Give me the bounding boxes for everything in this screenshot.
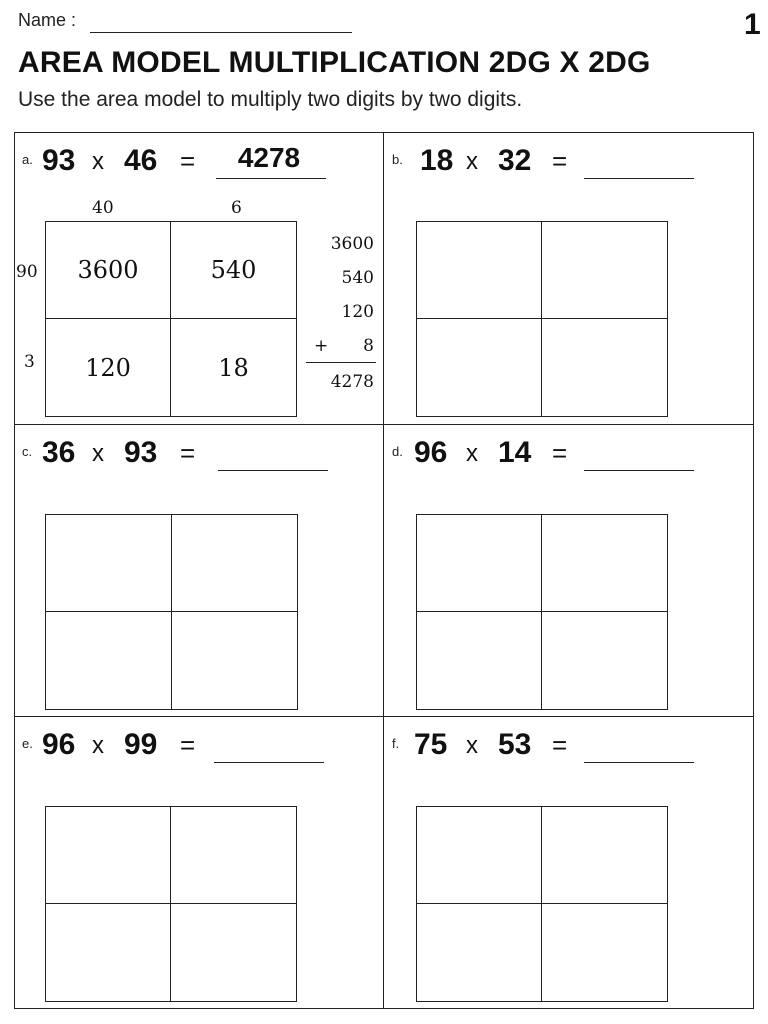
area-cell[interactable] (542, 904, 667, 1001)
area-model-box (416, 221, 668, 417)
equals-sign: = (180, 146, 196, 176)
factor-2: 32 (498, 144, 532, 177)
factor-1: 75 (414, 728, 448, 761)
area-cell[interactable] (417, 319, 542, 416)
factor-1: 96 (414, 436, 448, 469)
partial-product: 120 (341, 302, 374, 322)
area-model-box (45, 221, 297, 417)
problem-letter: e. (22, 736, 33, 751)
equals-sign: = (180, 730, 196, 760)
times-sign: x (466, 148, 478, 175)
problem-c (14, 424, 383, 716)
area-cell[interactable] (542, 319, 667, 416)
area-model-box (416, 514, 668, 710)
area-cell[interactable] (417, 612, 542, 709)
problem-b (384, 132, 753, 424)
area-cell[interactable] (417, 904, 542, 1001)
area-cell: 120 (46, 319, 171, 416)
area-cell[interactable] (172, 515, 298, 612)
partial-product: 3600 (330, 234, 374, 254)
equals-sign: = (552, 730, 568, 760)
page-title: AREA MODEL MULTIPLICATION 2DG X 2DG (18, 46, 651, 79)
answer-blank[interactable] (218, 470, 328, 471)
answer-blank[interactable] (216, 178, 326, 179)
problem-letter: a. (22, 152, 33, 167)
answer-blank[interactable] (214, 762, 324, 763)
times-sign: x (466, 440, 478, 467)
area-cell[interactable] (172, 612, 298, 709)
area-model-box (45, 514, 298, 710)
instructions: Use the area model to multiply two digits by two digits. (18, 88, 523, 111)
problem-letter: b. (392, 152, 403, 167)
times-sign: x (466, 732, 478, 759)
equals-sign: = (552, 438, 568, 468)
answer-blank[interactable] (584, 762, 694, 763)
area-cell[interactable] (46, 904, 171, 1001)
problem-letter: d. (392, 444, 403, 459)
factor-1: 96 (42, 728, 76, 761)
top-label-tens: 40 (92, 198, 114, 218)
area-cell[interactable] (417, 807, 542, 904)
factor-1: 18 (420, 144, 454, 177)
sum-total: 4278 (330, 372, 374, 392)
factor-2: 53 (498, 728, 532, 761)
problem-letter: f. (392, 736, 400, 751)
side-label-ones: 3 (24, 352, 35, 372)
answer-value: 4278 (237, 142, 301, 173)
area-cell[interactable] (417, 222, 542, 319)
answer-blank[interactable] (584, 178, 694, 179)
area-cell[interactable] (46, 515, 172, 612)
top-label-ones: 6 (231, 198, 242, 218)
factor-2: 93 (124, 436, 158, 469)
area-model-box (416, 806, 668, 1002)
problem-e (14, 716, 383, 1008)
area-cell[interactable] (171, 807, 296, 904)
area-cell[interactable] (171, 904, 296, 1001)
area-cell[interactable] (46, 807, 171, 904)
factor-1: 93 (42, 144, 76, 177)
sum-line (306, 362, 376, 363)
area-cell[interactable] (46, 612, 172, 709)
name-field[interactable] (90, 32, 352, 33)
area-model-box (45, 806, 297, 1002)
equals-sign: = (180, 438, 196, 468)
factor-2: 14 (498, 436, 532, 469)
area-cell[interactable] (542, 807, 667, 904)
problem-f (384, 716, 753, 1008)
factor-1: 36 (42, 436, 76, 469)
factor-2: 46 (124, 144, 158, 177)
page-number: 1 (744, 8, 761, 41)
problem-a (14, 132, 383, 424)
area-cell[interactable] (542, 222, 667, 319)
times-sign: x (92, 440, 104, 467)
factor-2: 99 (124, 728, 158, 761)
area-cell[interactable] (417, 515, 542, 612)
problem-letter: c. (22, 444, 33, 459)
area-cell[interactable] (542, 612, 667, 709)
problem-d (384, 424, 753, 716)
area-cell: 3600 (46, 222, 171, 319)
equals-sign: = (552, 146, 568, 176)
answer-blank[interactable] (584, 470, 694, 471)
times-sign: x (92, 148, 104, 175)
partial-product: 8 (363, 336, 374, 356)
area-cell[interactable] (542, 515, 667, 612)
area-cell: 540 (171, 222, 296, 319)
partial-product: 540 (341, 268, 374, 288)
area-cell: 18 (218, 353, 249, 382)
side-label-tens: 90 (16, 262, 38, 282)
name-label: Name : (18, 10, 77, 30)
times-sign: x (92, 732, 104, 759)
plus-sign: + (314, 336, 329, 356)
